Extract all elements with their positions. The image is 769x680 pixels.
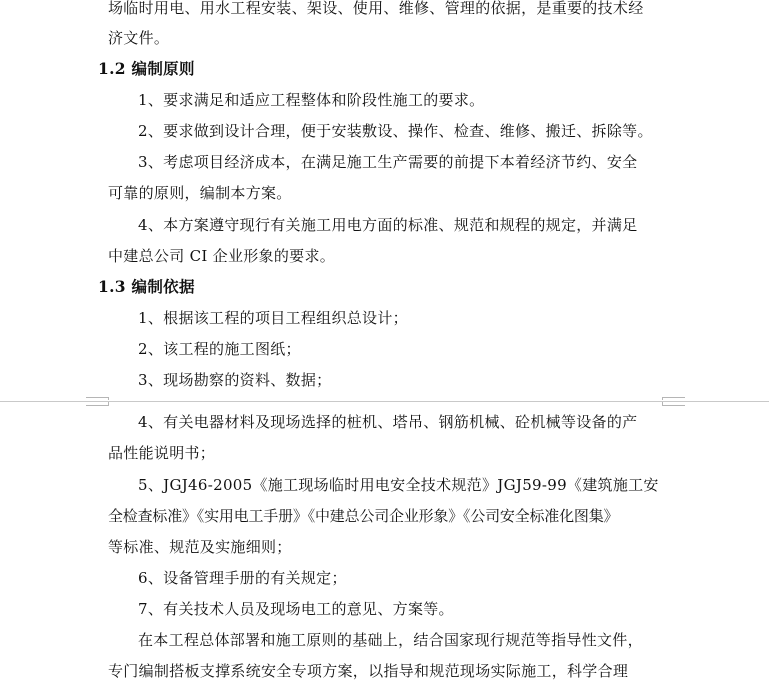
list-item-continuation: 可靠的原则，编制本方案。 (108, 184, 292, 202)
section-heading-1-3: 1.3 编制依据 (98, 277, 195, 296)
document-page-lower (0, 406, 769, 680)
page-break-line (0, 401, 769, 402)
paragraph-line: 场临时用电、用水工程安装、架设、使用、维修、管理的依据，是重要的技术经 (108, 0, 644, 17)
margin-corner-mark (662, 397, 685, 400)
paragraph-line: 在本工程总体部署和施工原则的基础上，结合国家现行规范等指导性文件， (138, 631, 643, 649)
list-item: 2、该工程的施工图纸； (138, 340, 301, 358)
paragraph-line: 济文件。 (108, 29, 170, 47)
margin-corner-mark (86, 397, 109, 400)
list-item-continuation: 等标准、规范及实施细则； (108, 538, 292, 556)
section-heading-1-2: 1.2 编制原则 (98, 59, 195, 78)
list-item: 5、JGJ46-2005《施工现场临时用电安全技术规范》JGJ59-99《建筑施工安 (138, 476, 659, 494)
paragraph-line: 专门编制搭板支撑系统安全专项方案，以指导和规范现场实际施工，科学合理 (108, 662, 629, 680)
list-item-continuation: 品性能说明书； (108, 444, 216, 462)
list-item: 3、考虑项目经济成本，在满足施工生产需要的前提下本着经济节约、安全 (138, 153, 638, 171)
list-item: 1、要求满足和适应工程整体和阶段性施工的要求。 (138, 91, 485, 109)
list-item: 4、本方案遵守现行有关施工用电方面的标准、规范和规程的规定，并满足 (138, 216, 638, 234)
list-item-continuation: 全检查标准》《实用电工手册》《中建总公司企业形象》《公司安全标准化图集》 (108, 507, 619, 525)
list-item: 2、要求做到设计合理，便于安装敷设、操作、检查、维修、搬迁、拆除等。 (138, 122, 653, 140)
list-item: 3、现场勘察的资料、数据； (138, 371, 332, 389)
list-item-continuation: 中建总公司 CI 企业形象的要求。 (108, 247, 336, 265)
list-item: 6、设备管理手册的有关规定； (138, 569, 347, 587)
list-item: 4、有关电器材料及现场选择的桩机、塔吊、钢筋机械、砼机械等设备的产 (138, 413, 638, 431)
list-item: 7、有关技术人员及现场电工的意见、方案等。 (138, 600, 454, 618)
list-item: 1、根据该工程的项目工程组织总设计； (138, 309, 408, 327)
